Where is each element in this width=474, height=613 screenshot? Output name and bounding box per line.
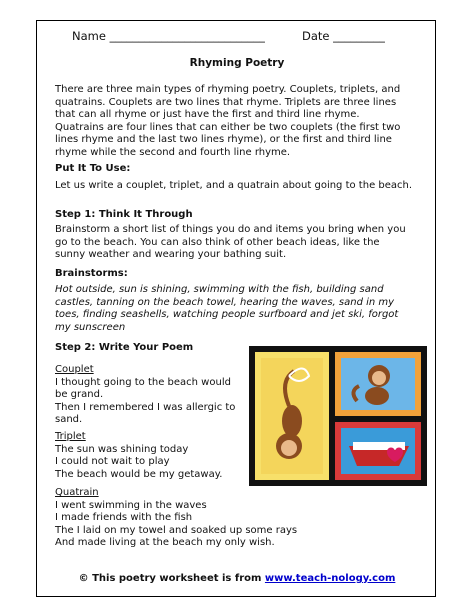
intro-line: There are three main types of rhyming poetry. Couplets, triplets, and	[55, 84, 401, 95]
intro-line: lines rhyme and the last two lines rhyme), or the first and third line	[55, 134, 392, 146]
step2-heading: Step 2: Write Your Poem	[55, 342, 194, 353]
quatrain-line: I went swimming in the waves	[55, 499, 207, 511]
step1-paragraph	[55, 224, 415, 262]
couplet-title: Couplet	[55, 364, 94, 375]
brainstorms-heading: Brainstorms:	[55, 268, 128, 279]
footer-link[interactable]: www.teach-nology.com	[264, 573, 396, 584]
footer-credit	[0, 573, 474, 584]
put-it-to-use-text: Let us write a couplet, triplet, and a quatrain about going to the beach.	[55, 180, 413, 191]
clipart-svg	[249, 346, 427, 486]
name-field-label: Name ___________________________	[72, 29, 265, 43]
quatrain-title: Quatrain	[55, 487, 99, 498]
quatrain-block	[55, 487, 415, 550]
intro-line: that can all rhyme or just have the first and third line rhyme.	[55, 109, 360, 121]
step1-line: go to the beach. You can also think of other beach ideas, like the	[55, 236, 380, 248]
step1-heading: Step 1: Think It Through	[55, 209, 193, 220]
triplet-line: The sun was shining today	[55, 443, 189, 455]
triplet-block	[55, 431, 245, 481]
brainstorms-line: castles, tanning on the beach towel, hearing the waves, sand in my	[55, 296, 395, 308]
brainstorms-line: my sunscreen	[55, 321, 126, 333]
quatrain-line: The I laid on my towel and soaked up some rays	[55, 524, 298, 536]
brainstorms-paragraph	[55, 284, 415, 334]
triplet-title: Triplet	[55, 431, 86, 442]
quatrain-line: And made living at the beach my only wish.	[55, 537, 275, 549]
intro-paragraph	[55, 84, 415, 160]
intro-line: quatrains. Couplets are two lines that rhyme. Triplets are three lines	[55, 96, 397, 108]
footer-prefix: © This poetry worksheet is from	[78, 573, 265, 584]
intro-line: Quatrains are four lines that can either be two couplets (the first two	[55, 121, 401, 133]
step1-line: sunny weather and wearing your bathing suit.	[55, 249, 287, 261]
couplet-block	[55, 364, 245, 427]
date-field-label: Date _________	[302, 29, 385, 43]
couplet-line: sand.	[55, 414, 83, 426]
brainstorms-line: Hot outside, sun is shining, swimming with the fish, building sand	[55, 284, 384, 295]
step1-line: Brainstorm a short list of things you do and items you bring when you	[55, 224, 406, 235]
heart-boat-icon	[349, 442, 409, 466]
triplet-line: The beach would be my getaway.	[55, 468, 223, 480]
brainstorms-line: toes, finding seashells, watching people surfboard and jet ski, forgot	[55, 309, 399, 321]
couplet-line: Then I remembered I was allergic to	[55, 401, 236, 413]
intro-line: rhyme while the second and fourth line rhyme.	[55, 146, 291, 158]
triplet-line: I could not wait to play	[55, 456, 170, 468]
put-it-to-use-heading: Put It To Use:	[55, 163, 131, 174]
page-title: Rhyming Poetry	[189, 57, 285, 69]
couplet-line: I thought going to the beach would	[55, 376, 231, 388]
couplet-line: be grand.	[55, 389, 104, 401]
quatrain-line: I made friends with the fish	[55, 512, 193, 524]
beach-clipart-illustration	[249, 346, 427, 486]
